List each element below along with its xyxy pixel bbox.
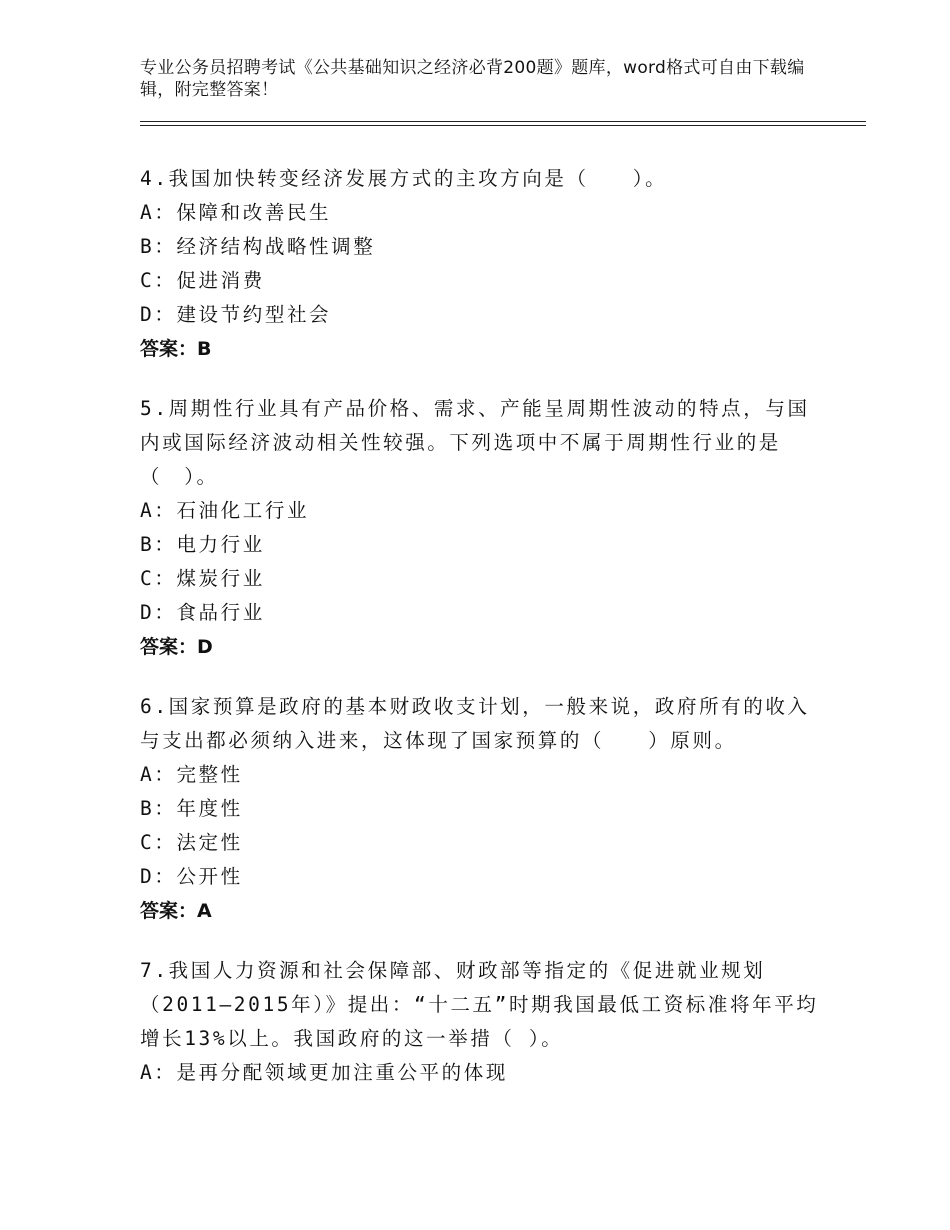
question-4 [140, 162, 820, 366]
option-a: A：完整性 [140, 763, 243, 786]
option-d: D：公开性 [140, 865, 243, 888]
option-a: A：石油化工行业 [140, 499, 310, 522]
option-d: D：食品行业 [140, 601, 265, 624]
question-text: 6.国家预算是政府的基本财政收支计划，一般来说，政府所有的收入与支出都必须纳入进来，这体现了国家预算的（ ）原则。 [140, 695, 810, 752]
option-c: C：促进消费 [140, 269, 265, 292]
header-rule-bottom [140, 125, 866, 126]
option-b: B：经济结构战略性调整 [140, 235, 376, 258]
question-text: 5.周期性行业具有产品价格、需求、产能呈周期性波动的特点，与国内或国际经济波动相关性较强。下列选项中不属于周期性行业的是（ ）。 [140, 397, 810, 488]
question-text: 7.我国人力资源和社会保障部、财政部等指定的《促进就业规划（2011—2015年）》提出：“十二五”时期我国最低工资标准将年平均增长13%以上。我国政府的这一举措（ ）。 [140, 959, 819, 1050]
question-6 [140, 690, 820, 928]
question-text: 4.我国加快转变经济发展方式的主攻方向是（ ）。 [140, 167, 668, 190]
option-a: A：保障和改善民生 [140, 201, 332, 224]
question-7 [140, 954, 820, 1090]
answer-label: 答案：D [140, 636, 213, 658]
answer-label: 答案：A [140, 900, 212, 922]
option-b: B：年度性 [140, 797, 243, 820]
header-title: 专业公务员招聘考试《公共基础知识之经济必背200题》题库，word格式可自由下载编辑，附完整答案！ [140, 58, 805, 100]
option-c: C：煤炭行业 [140, 567, 265, 590]
option-b: B：电力行业 [140, 533, 265, 556]
question-list [140, 162, 820, 1116]
question-5 [140, 392, 820, 664]
header-rule-top [140, 121, 866, 122]
document-header [140, 57, 820, 101]
option-d: D：建设节约型社会 [140, 303, 332, 326]
option-a: A：是再分配领域更加注重公平的体现 [140, 1061, 508, 1084]
answer-label: 答案：B [140, 338, 212, 360]
option-c: C：法定性 [140, 831, 243, 854]
